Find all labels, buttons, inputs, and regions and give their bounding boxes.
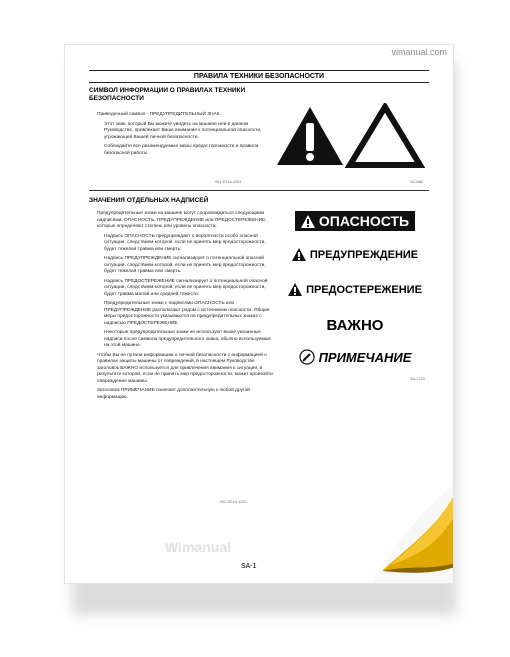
- section1-figure-ref: SA-688: [410, 180, 423, 184]
- pencil-icon: [299, 349, 315, 365]
- logo-watermark: Wimanual: [165, 539, 231, 555]
- section2-text: [97, 211, 277, 404]
- section1-text: [97, 112, 272, 160]
- section1-bullet-2: Соблюдайте все рекомендуемые меры предосторожности и правила безопасной работы.: [104, 144, 259, 156]
- section2-title: ЗНАЧЕНИЯ ОТДЕЛЬНЫХ НАДПИСЕЙ: [89, 197, 209, 204]
- section-divider: [89, 190, 429, 191]
- page-number: SA-1: [241, 563, 257, 570]
- section2-code: 002-E01A-1223: [220, 500, 247, 504]
- page-header: ПРАВИЛА ТЕХНИКИ БЕЗОПАСНОСТИ: [89, 70, 429, 83]
- safety-alert-symbols: [275, 103, 425, 173]
- section2-other-desc: Некоторые предупредительные знаки не используют выше указанные надписи после символа предупредительного знака, обычно используемые на этой машине.: [104, 330, 271, 348]
- important-label: ВАЖНО: [326, 317, 384, 334]
- section1-bullet-1: Этот знак, который Вы можете увидеть на машине или в данном Руководстве, привлекает Ваше внимание к потенциальной опасности, угрожающей Вашей личной безопасности.: [104, 121, 262, 140]
- important-sign: [280, 317, 430, 334]
- section2-warning-desc: Надпись ПРЕДУПРЕЖДЕНИЕ сигнализирует о потенциальной опасной ситуации, следствием которой, если не принять мер предосторожности, будет тяжелая травма или смерть.: [104, 256, 266, 274]
- section1-title: [89, 87, 245, 103]
- warning-alert-icon: [292, 248, 306, 261]
- section1-intro: Приведенный символ - ПРЕДУПРЕДИТЕЛЬНЫЙ ЗНАК.: [97, 112, 221, 117]
- section2-placement-desc: Предупредительные знаки с надписями ОПАСНОСТЬ или ПРЕДУПРЕЖДЕНИЕ располагают рядом с источником опасности. Общие меры предосторожности указываются на предупредительных знаках с надписью ПРЕДОСТЕРЕЖЕНИЕ.: [104, 301, 270, 326]
- note-sign: [280, 349, 430, 365]
- note-label: ПРИМЕЧАНИЕ: [318, 349, 412, 365]
- caution-label: ПРЕДОСТЕРЕЖЕНИЕ: [306, 283, 422, 296]
- section1-title-line2: БЕЗОПАСНОСТИ: [89, 95, 144, 102]
- danger-label: ОПАСНОСТЬ: [318, 213, 410, 229]
- warning-sign: [280, 248, 430, 261]
- page-curl: [360, 475, 454, 584]
- danger-alert-icon: [301, 215, 315, 228]
- section1-code: 001-E01A-0001: [215, 180, 242, 184]
- danger-sign: [280, 211, 430, 231]
- section2-important-desc: Чтобы Вы не путали информацию о личной безопасности с информацией о правилах защиты машины от повреждений, в настоящем Руководстве заголовок ВАЖНО используется для привлечения внимания к ситуации, в результате которой, если не принять мер предосторожности, может произойти повреждение машины.: [97, 352, 273, 384]
- section2-figure-ref: SA-1223: [410, 377, 425, 381]
- section2-intro: Предупредительные знаки на машине могут сопровождаться следующими надписями: ОПАСНОСТЬ, ПРЕДУПРЕЖДЕНИЕ или ПРЕДОСТЕРЕЖЕНИЕ, которые определяют степень или уровень опасности.: [97, 211, 267, 229]
- caution-alert-icon: [288, 283, 302, 296]
- caution-sign: [280, 283, 430, 296]
- section1-title-line1: СИМВОЛ ИНФОРМАЦИИ О ПРАВИЛАХ ТЕХНИКИ: [89, 87, 246, 94]
- outline-warning-triangle-icon: [350, 107, 420, 165]
- site-watermark: vimanual.com: [391, 47, 447, 57]
- section2-note-desc: Заголовок ПРИМЕЧАНИЕ означает дополнительную к любой другой информацию.: [97, 388, 250, 400]
- section2-danger-desc: Надпись ОПАСНОСТЬ предупреждает о вероятности особо опасной ситуации, следствием которой, если не принять мер предосторожности, будет тяжелая травма или смерть.: [104, 233, 266, 252]
- manual-page: [64, 44, 454, 584]
- section2-caution-desc: Надпись ПРЕДОСТЕРЕЖЕНИЕ сигнализирует о потенциальной опасной ситуации, следствием которой, если не принять мер предосторожности, будет травма малой или средней тяжести.: [104, 278, 268, 297]
- warning-label: ПРЕДУПРЕЖДЕНИЕ: [309, 248, 419, 261]
